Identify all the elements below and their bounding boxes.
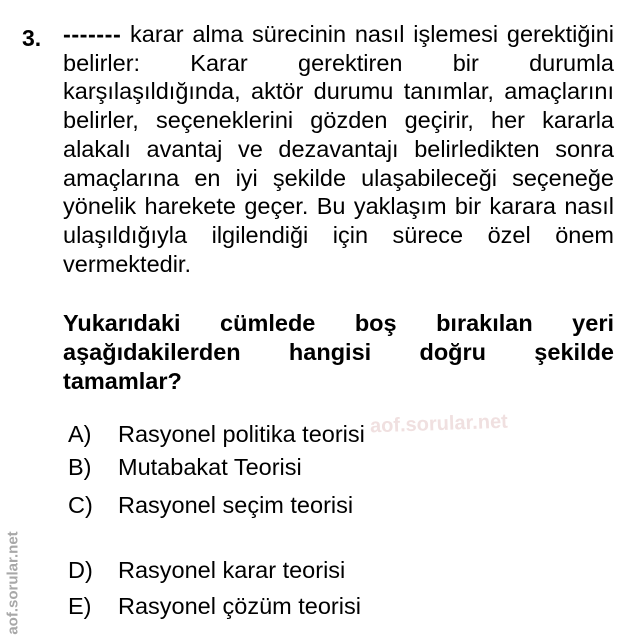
option-letter: D) [68, 557, 93, 583]
option-letter: E) [68, 593, 92, 619]
question-number: 3. [22, 25, 42, 51]
blank-placeholder: ------- [63, 21, 122, 47]
option-b[interactable] [68, 453, 302, 481]
option-d[interactable] [68, 556, 345, 584]
watermark-vertical [0, 528, 26, 638]
option-letter: B) [68, 454, 92, 480]
option-text: Rasyonel çözüm teorisi [118, 593, 361, 619]
option-c[interactable] [68, 491, 353, 519]
option-text: Mutabakat Teorisi [118, 454, 302, 480]
watermark-inline: aof.sorular.net [369, 410, 509, 438]
option-text: Rasyonel karar teorisi [118, 557, 346, 583]
question-prompt: Yukarıdaki cümlede boş bırakılan yeri aşağıdakilerden hangisi doğru şekilde tamamlar? [63, 310, 614, 394]
option-letter: C) [68, 492, 93, 518]
option-e[interactable] [68, 592, 361, 620]
option-text: Rasyonel seçim teorisi [118, 492, 354, 518]
option-a[interactable] [68, 420, 365, 448]
watermark-vertical-text: aof.sorular.net [4, 531, 22, 635]
question-stem-text: karar alma sürecinin nasıl işlemesi gerektiğini belirler: Karar gerektiren bir durumla karşılaşıldığında, aktör durumu tanımlar, amaçlarını belirler, seçeneklerini gözden geçirir, her kararla alakalı avantaj ve dezavantajı belirledikten sonra amaçlarına en iyi şekilde ulaşabileceği seçeneğe yönelik harekete geçer. Bu yaklaşım bir karara nasıl ulaşıldığıyla ilgilendiği için sürece özel önem vermektedir. [63, 21, 614, 277]
question-stem [63, 20, 614, 278]
option-letter: A) [68, 421, 92, 447]
option-text: Rasyonel politika teorisi [118, 421, 365, 447]
